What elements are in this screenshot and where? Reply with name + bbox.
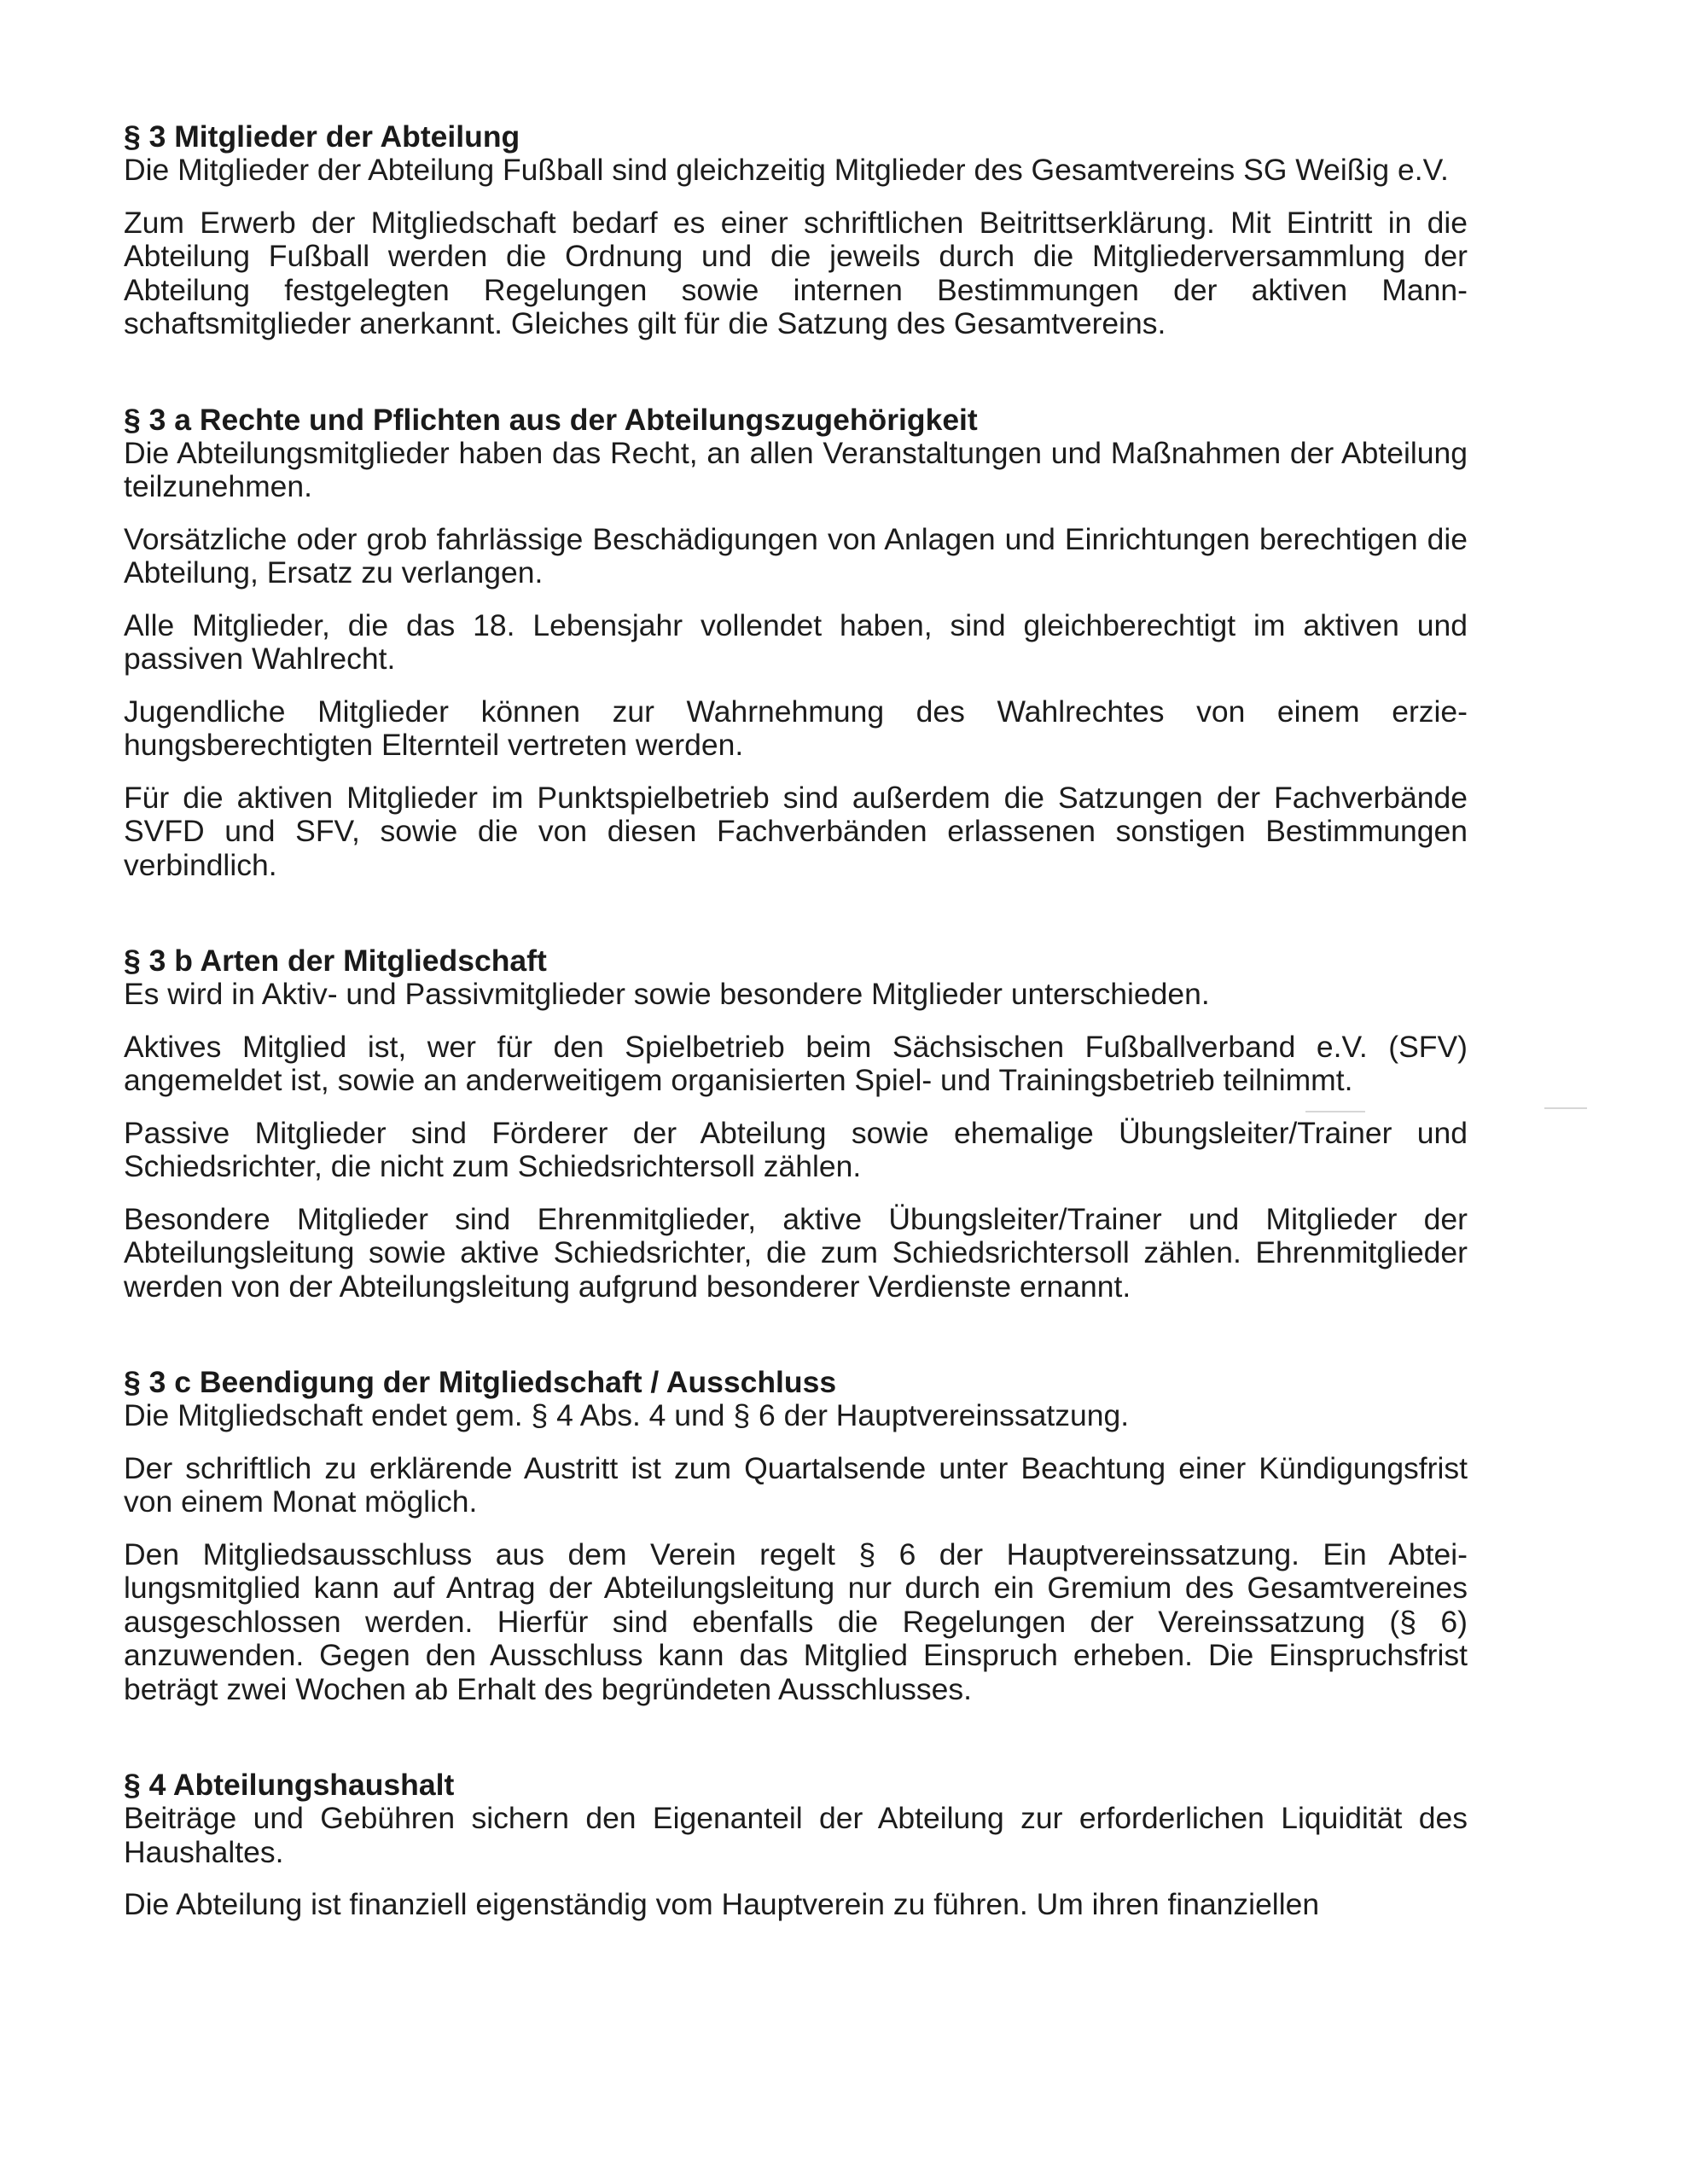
paragraph: Vorsätzliche oder grob fahrlässige Beschädigungen von Anlagen und Einrichtungen berechtigen die Abteilung, Ersatz zu verlangen.	[124, 521, 1468, 590]
paragraph: Den Mitgliedsausschluss aus dem Verein regelt § 6 der Hauptvereinssatzung. Ein Abteilungsmitglied kann auf Antrag der Abteilungsleitung nur durch ein Gremium des Gesamtvereines ausgeschlossen werden. Hierfür sind ebenfalls die Regelungen der Vereinssatzung (§ 6) anzuwenden. Gegen den Ausschluss kann das Mitglied Einspruch erheben. Die Einspruchsfrist beträgt zwei Wochen ab Erhalt des begründeten Ausschlusses.	[124, 1536, 1468, 1706]
section-title: § 3 c Beendigung der Mitgliedschaft / Ausschluss	[124, 1365, 837, 1399]
document-page	[124, 119, 1468, 1922]
paragraph: Der schriftlich zu erklärende Austritt ist zum Quartalsende unter Beachtung einer Kündigungsfrist von einem Monat möglich.	[124, 1450, 1468, 1519]
section-title: § 3 b Arten der Mitgliedschaft	[124, 944, 547, 978]
paragraph: Die Abteilungsmitglieder haben das Recht, an allen Veranstaltungen und Maßnahmen der Abteilung teilzunehmen.	[124, 435, 1468, 503]
paragraph: Zum Erwerb der Mitgliedschaft bedarf es einer schriftlichen Beitrittserklärung. Mit Eintritt in die Abteilung Fußball werden die Ordnung und die jeweils durch die Mitgliederversammlung der Abteilung festgelegten Regelungen sowie internen Bestimmungen der aktiven Mannschaftsmitglieder anerkannt. Gleiches gilt für die Satzung des Gesamtvereins.	[124, 205, 1468, 340]
section-3a	[124, 403, 1468, 883]
paragraph: Es wird in Aktiv- und Passivmitglieder sowie besondere Mitglieder unterschieden.	[124, 977, 1210, 1011]
paragraph: Jugendliche Mitglieder können zur Wahrnehmung des Wahlrechtes von einem erziehungsberechtigten Elternteil vertreten werden.	[124, 694, 1468, 762]
section-title: § 3 a Rechte und Pflichten aus der Abteilungszugehörigkeit	[124, 402, 978, 437]
paragraph: Die Mitglieder der Abteilung Fußball sind gleichzeitig Mitglieder des Gesamtvereins SG Weißig e.V.	[124, 153, 1449, 187]
section-3b	[124, 944, 1468, 1304]
paragraph: Passive Mitglieder sind Förderer der Abteilung sowie ehemalige Übungsleiter/Trainer und Schiedsrichter, die nicht zum Schiedsrichtersoll zählen.	[124, 1115, 1468, 1183]
scan-mark	[1544, 1107, 1587, 1109]
section-4	[124, 1768, 1468, 1922]
section-3	[124, 119, 1468, 341]
paragraph: Für die aktiven Mitglieder im Punktspielbetrieb sind außerdem die Satzungen der Fachverbände SVFD und SFV, sowie die von diesen Fachverbänden erlassenen sonstigen Bestimmungen verbindlich.	[124, 780, 1468, 882]
paragraph: Aktives Mitglied ist, wer für den Spielbetrieb beim Sächsischen Fußballverband e.V. (SFV) angemeldet ist, sowie an anderweitigem organisierten Spiel- und Trainingsbetrieb teilnimmt.	[124, 1029, 1468, 1097]
scan-mark	[1305, 1111, 1365, 1112]
paragraph: Alle Mitglieder, die das 18. Lebensjahr vollendet haben, sind gleichberechtigt im aktiven und passiven Wahlrecht.	[124, 607, 1468, 676]
paragraph: Die Mitgliedschaft endet gem. § 4 Abs. 4 und § 6 der Hauptvereinssatzung.	[124, 1398, 1130, 1432]
section-3c	[124, 1365, 1468, 1706]
paragraph: Beiträge und Gebühren sichern den Eigenanteil der Abteilung zur erforderlichen Liquidität des Haushaltes.	[124, 1801, 1468, 1869]
paragraph: Besondere Mitglieder sind Ehrenmitglieder, aktive Übungsleiter/Trainer und Mitglieder der Abteilungsleitung sowie aktive Schiedsrichter, die zum Schiedsrichtersoll zählen. Ehrenmitglieder werden von der Abteilungsleitung aufgrund besonderer Verdienste ernannt.	[124, 1201, 1468, 1304]
section-title: § 4 Abteilungshaushalt	[124, 1768, 455, 1802]
paragraph: Die Abteilung ist finanziell eigenständig vom Hauptverein zu führen. Um ihren finanziellen	[124, 1887, 1320, 1921]
section-title: § 3 Mitglieder der Abteilung	[124, 119, 520, 154]
